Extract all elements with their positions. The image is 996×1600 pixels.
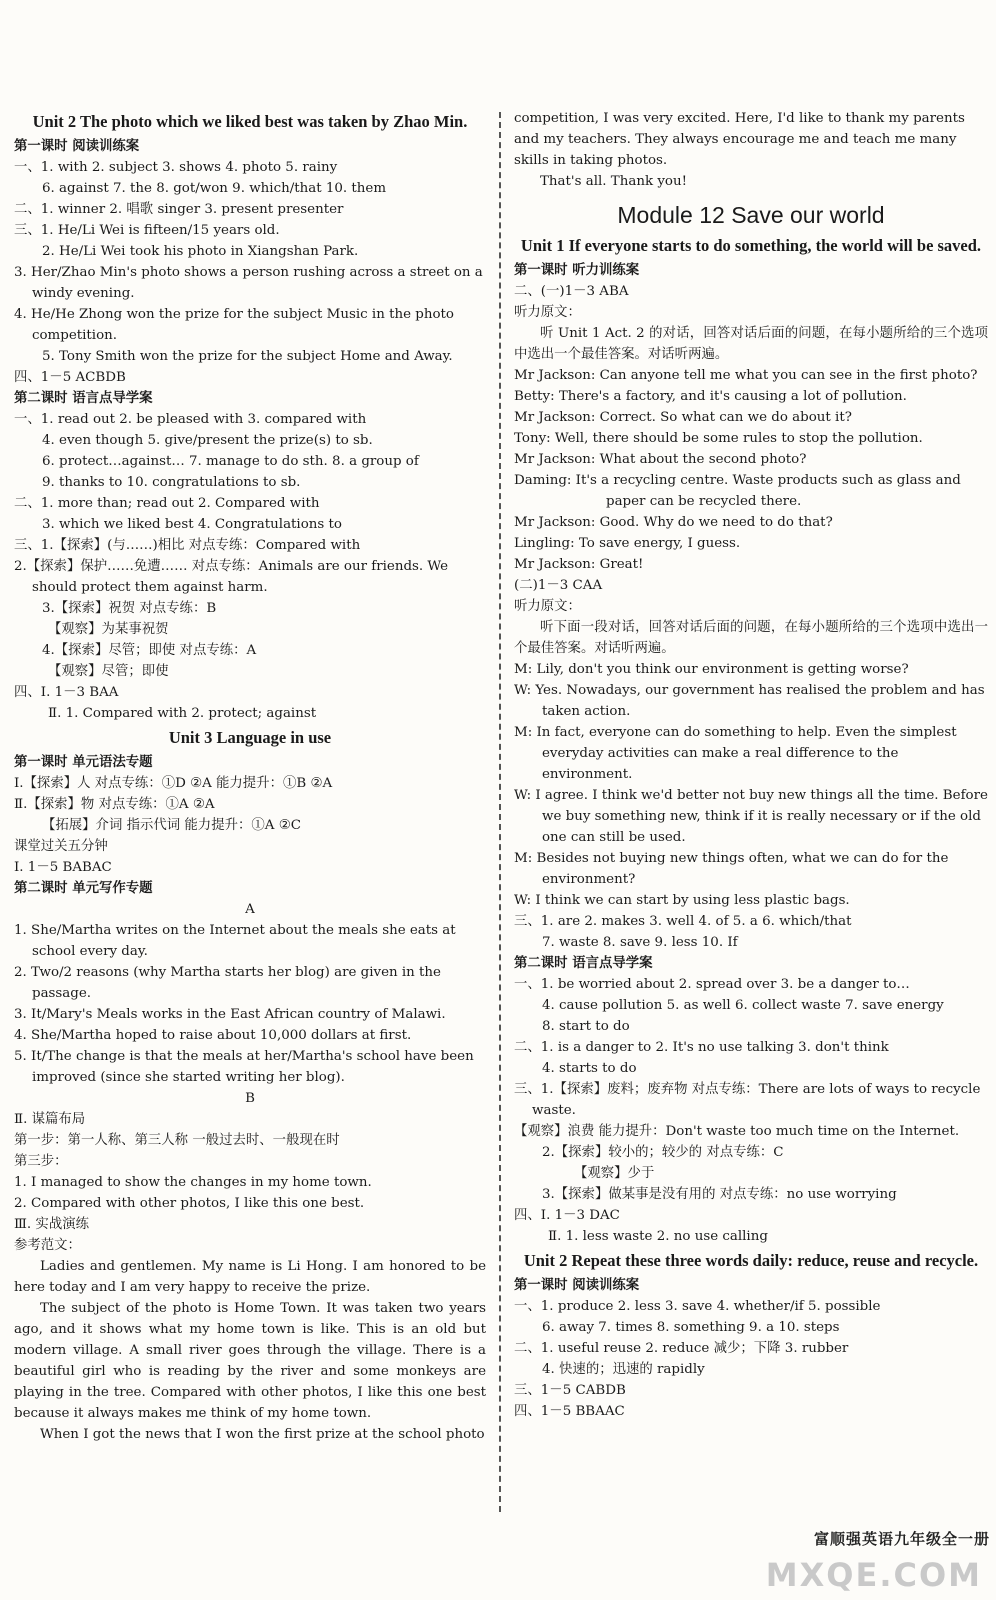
column-divider	[499, 112, 501, 1512]
answer-line: 8. start to do	[542, 1019, 630, 1034]
answer-line: Ⅰ. 1－5 BABAC	[14, 860, 112, 875]
answer-line: 3. which we liked best 4. Congratulations to	[42, 517, 342, 532]
answer-line: 6. protect…against… 7. manage to do sth. 8. a group of	[42, 454, 419, 469]
answer-line: W: Yes. Nowadays, our government has realised the problem and has taken action.	[514, 683, 985, 719]
answer-line: 4. starts to do	[542, 1061, 637, 1076]
answer-line: Daming: It's a recycling centre. Waste products such as glass and paper can be recycled there.	[514, 473, 961, 509]
answer-line: 三、1. are 2. makes 3. well 4. of 5. a 6. which/that	[514, 914, 852, 929]
answer-line: 三、1. He/Li Wei is fifteen/15 years old.	[14, 223, 280, 238]
answer-line: W: I think we can start by using less plastic bags.	[514, 893, 850, 908]
answer-line: 四、Ⅰ. 1－3 BAA	[14, 685, 119, 700]
answer-line: Tony: Well, there should be some rules to stop the pollution.	[514, 431, 923, 446]
answer-line: 4. He/He Zhong won the prize for the subject Music in the photo competition.	[14, 307, 454, 343]
answer-line: 5. It/The change is that the meals at her/Martha's school have been improved (since she started writing her blog).	[14, 1049, 474, 1085]
answer-line: 一、1. produce 2. less 3. save 4. whether/if 5. possible	[514, 1299, 881, 1314]
answer-line: Mr Jackson: Correct. So what can we do about it?	[514, 410, 852, 425]
section-heading: 第二课时 语言点导学案	[514, 956, 653, 971]
answer-line: 2.【探索】较小的；较少的 对点专练：C	[542, 1145, 784, 1160]
answer-line: 【观察】尽管；即使	[48, 664, 169, 679]
answer-line: Ⅱ.【探索】物 对点专练：①A ②A	[14, 797, 215, 812]
answer-line: 7. waste 8. save 9. less 10. If	[542, 935, 738, 950]
answer-line: B	[245, 1091, 255, 1106]
unit-heading: Unit 1 If everyone starts to do something, the world will be saved.	[520, 236, 982, 255]
answer-line: 四、Ⅰ. 1－3 DAC	[514, 1208, 620, 1223]
unit-heading: Unit 3 Language in use	[168, 728, 332, 747]
answer-line: 2. He/Li Wei took his photo in Xiangshan Park.	[42, 244, 359, 259]
answer-line: Ladies and gentlemen. My name is Li Hong. I am honored to be here today and I am very happy to receive the prize.	[14, 1259, 486, 1295]
unit-heading: Unit 2 The photo which we liked best was taken by Zhao Min.	[32, 112, 468, 131]
answer-line: 四、1－5 ACBDB	[14, 370, 126, 385]
answer-line: 4. She/Martha hoped to raise about 10,000 dollars at first.	[14, 1028, 412, 1043]
section-heading: 第一课时 听力训练案	[514, 263, 640, 278]
answer-line: Mr Jackson: Can anyone tell me what you can see in the first photo?	[514, 368, 978, 383]
answer-line: 2. Two/2 reasons (why Martha starts her blog) are given in the passage.	[14, 965, 441, 1001]
unit-heading: Unit 2 Repeat these three words daily: reduce, reuse and recycle.	[523, 1251, 979, 1270]
answer-line: M: In fact, everyone can do something to help. Even the simplest everyday activities can make a real difference to the environment.	[514, 725, 957, 782]
answer-line: 三、1－5 CABDB	[514, 1383, 626, 1398]
answer-line: 一、1. be worried about 2. spread over 3. be a danger to…	[514, 977, 910, 992]
answer-line: 5. Tony Smith won the prize for the subject Home and Away.	[42, 349, 453, 364]
watermark: MXQE.COM	[765, 1556, 982, 1594]
answer-line: A	[245, 902, 255, 917]
answer-line: 3. Her/Zhao Min's photo shows a person rushing across a street on a windy evening.	[14, 265, 483, 301]
answer-line: competition, I was very excited. Here, I'd like to thank my parents and my teachers. They always encourage me and teach me many skills in taking photos.	[514, 111, 965, 168]
answer-line: 听 Unit 1 Act. 2 的对话，回答对话后面的问题，在每小题所给的三个选项中选出一个最佳答案。对话听两遍。	[514, 326, 988, 362]
section-heading: 第一课时 单元语法专题	[14, 755, 153, 770]
answer-line: 9. thanks to 10. congratulations to sb.	[42, 475, 301, 490]
answer-line: 3. It/Mary's Meals works in the East African country of Malawi.	[14, 1007, 446, 1022]
answer-line: W: I agree. I think we'd better not buy new things all the time. Before we buy something new, think if it is really necessary or if the old one can still be used.	[514, 788, 988, 845]
answer-line: 听下面一段对话，回答对话后面的问题，在每小题所给的三个选项中选出一个最佳答案。对话听两遍。	[514, 620, 988, 656]
answer-line: That's all. Thank you!	[540, 174, 687, 189]
answer-line: 4.【探索】尽管；即使 对点专练：A	[42, 643, 257, 658]
answer-line: When I got the news that I won the first prize at the school photo	[40, 1427, 485, 1442]
answer-line: Mr Jackson: What about the second photo?	[514, 452, 807, 467]
answer-line: Ⅱ. 1. Compared with 2. protect; against	[48, 706, 317, 721]
answer-line: 【观察】为某事祝贺	[48, 622, 169, 637]
answer-line: 一、1. read out 2. be pleased with 3. compared with	[14, 412, 367, 427]
section-heading: 第二课时 单元写作专题	[14, 881, 153, 896]
answer-line: Mr Jackson: Good. Why do we need to do that?	[514, 515, 833, 530]
answer-line: 4. 快速的；迅速的 rapidly	[542, 1362, 705, 1377]
answer-line: 1. I managed to show the changes in my home town.	[14, 1175, 372, 1190]
answer-line: Lingling: To save energy, I guess.	[514, 536, 741, 551]
answer-line: 4. cause pollution 5. as well 6. collect waste 7. save energy	[542, 998, 944, 1013]
answer-line: Ⅱ. 1. less waste 2. no use calling	[548, 1229, 768, 1244]
answer-line: 第三步：	[14, 1154, 68, 1169]
answer-line: Ⅲ. 实战演练	[14, 1217, 89, 1232]
answer-line: 听力原文：	[514, 305, 581, 320]
right-column	[514, 108, 988, 1422]
left-column	[14, 108, 486, 1445]
section-heading: 第一课时 阅读训练案	[514, 1278, 640, 1293]
answer-line: (二)1－3 CAA	[514, 578, 603, 593]
answer-line: 三、1.【探索】(与……)相比 对点专练：Compared with	[14, 538, 361, 553]
answer-line: 3.【探索】祝贺 对点专练：B	[42, 601, 217, 616]
answer-line: 二、(一)1－3 ABA	[514, 284, 629, 299]
answer-line: 2.【探索】保护……免遭…… 对点专练：Animals are our friends. We should protect them against harm.	[14, 559, 448, 595]
answer-line: 二、1. more than; read out 2. Compared with	[14, 496, 320, 511]
answer-line: 第一步：第一人称、第三人称 一般过去时、一般现在时	[14, 1133, 340, 1148]
section-heading: 第二课时 语言点导学案	[14, 391, 153, 406]
answer-line: 二、1. winner 2. 唱歌 singer 3. present presenter	[14, 202, 344, 217]
answer-line: Ⅱ. 谋篇布局	[14, 1112, 86, 1127]
page-footer: 富顺强英语九年级全一册	[813, 1530, 990, 1548]
answer-line: 四、1－5 BBAAC	[514, 1404, 625, 1419]
answer-line: 6. away 7. times 8. something 9. a 10. steps	[542, 1320, 840, 1335]
answer-line: 【观察】浪费 能力提升：Don't waste too much time on the Internet.	[514, 1124, 960, 1139]
answer-line: Betty: There's a factory, and it's causing a lot of pollution.	[514, 389, 907, 404]
answer-line: 4. even though 5. give/present the prize(s) to sb.	[42, 433, 373, 448]
answer-line: 课堂过关五分钟	[14, 839, 108, 854]
answer-line: 参考范文：	[14, 1238, 81, 1253]
answer-line: 2. Compared with other photos, I like this one best.	[14, 1196, 365, 1211]
answer-line: M: Lily, don't you think our environment is getting worse?	[514, 662, 909, 677]
answer-line: 【拓展】介词 指示代词 能力提升：①A ②C	[42, 818, 301, 833]
answer-line: 一、1. with 2. subject 3. shows 4. photo 5. rainy	[14, 160, 338, 175]
answer-line: 1. She/Martha writes on the Internet about the meals she eats at school every day.	[14, 923, 456, 959]
answer-line: 6. against 7. the 8. got/won 9. which/that 10. them	[42, 181, 387, 196]
answer-line: 听力原文：	[514, 599, 581, 614]
module-heading: Module 12 Save our world	[617, 202, 885, 228]
answer-line: 三、1.【探索】废料；废弃物 对点专练：There are lots of ways to recycle waste.	[514, 1082, 981, 1118]
answer-line: 3.【探索】做某事是没有用的 对点专练：no use worrying	[542, 1187, 897, 1202]
answer-line: Ⅰ.【探索】人 对点专练：①D ②A 能力提升：①B ②A	[14, 776, 333, 791]
answer-line: 【观察】少于	[574, 1166, 655, 1181]
answer-line: M: Besides not buying new things often, what we can do for the environment?	[514, 851, 949, 887]
answer-line: The subject of the photo is Home Town. It was taken two years ago, and it shows what my home town is like. This is an old but modern village. A small river goes through the village. There is a beautiful girl who is reading by the river and some monkeys are playing in the tree. Compared with other photos, I like this one best because it always makes me think of my home town.	[14, 1301, 486, 1421]
answer-line: 二、1. useful reuse 2. reduce 减少；下降 3. rubber	[514, 1341, 849, 1356]
answer-line: Mr Jackson: Great!	[514, 557, 644, 572]
section-heading: 第一课时 阅读训练案	[14, 139, 140, 154]
answer-line: 二、1. is a danger to 2. It's no use talking 3. don't think	[514, 1040, 889, 1055]
